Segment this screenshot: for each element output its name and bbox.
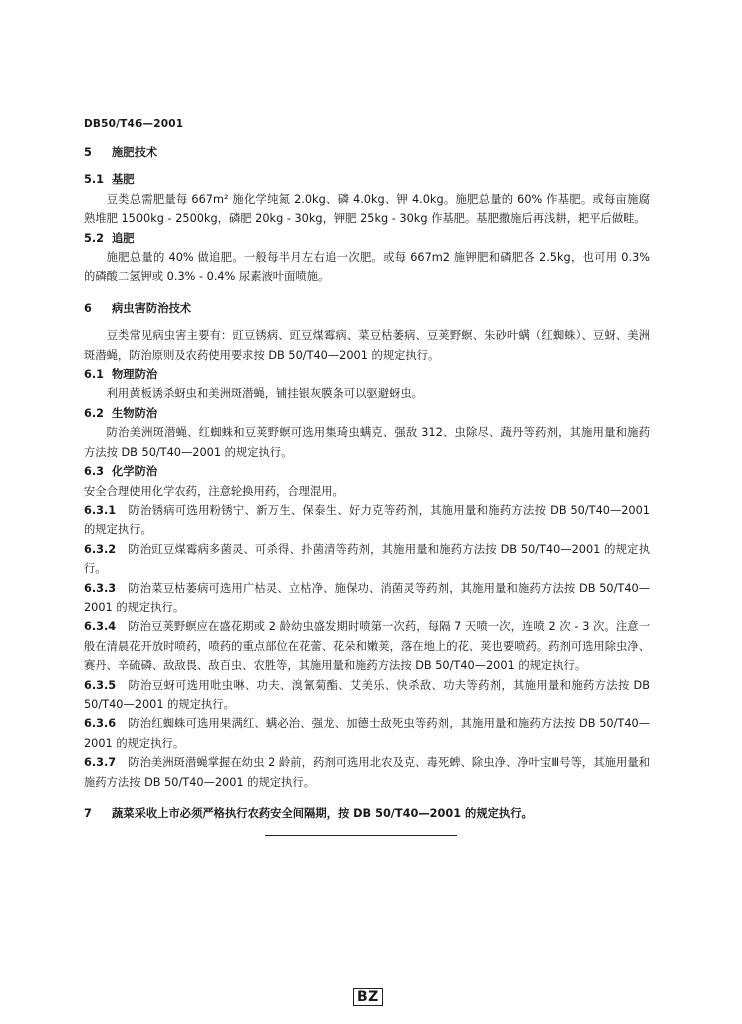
clause-6-3-6 bbox=[84, 714, 650, 753]
section-number: 6.3 bbox=[84, 465, 105, 479]
section-title: 病虫害防治技术 bbox=[112, 301, 192, 315]
section-title: 化学防治 bbox=[112, 465, 158, 479]
clause-text: 防治红蜘蛛可选用果满红、螨必治、强龙、加德士敌死虫等药剂，其施用量和施药方法按 DB 50/T40—2001 的规定执行。 bbox=[84, 717, 650, 750]
clause-6-3-4 bbox=[84, 617, 650, 675]
clause-number: 6.3.7 bbox=[84, 756, 117, 770]
clause-text: 防治美洲斑潜蝇掌握在幼虫 2 龄前，药剂可选用北农及克、毒死蜱、除虫净、净叶宝Ⅲ号等，其施用量和施药方法按 DB 50/T40—2001 的规定执行。 bbox=[84, 756, 650, 789]
section-5-1-heading bbox=[84, 170, 650, 189]
section-6-3-heading bbox=[84, 462, 650, 481]
section-number: 5.1 bbox=[84, 173, 105, 187]
section-number: 5 bbox=[84, 146, 92, 159]
section-5-heading bbox=[84, 143, 650, 162]
clause-text: 防治豇豆煤霉病多菌灵、可杀得、扑菌清等药剂，其施用量和施药方法按 DB 50/T40—2001 的规定执行。 bbox=[84, 542, 650, 576]
clause-text: 防治豆荚野螟应在盛花期或 2 龄幼虫盛发期时喷第一次药，每隔 7 天喷一次，连喷 2 次 - 3 次。注意一般在清晨花开放时喷药，喷药的重点部位在花蕾、花朵和嫩荚，落在地上的花、荚也要喷药。药剂可选用除虫净、赛丹、辛硫磷、敌敌畏、敌百虫、农胜等，其施用量和施药方法按 DB 50/T40—2001 的规定执行。 bbox=[84, 620, 650, 673]
section-text: 蔬菜采收上市必须严格执行农药安全间隔期，按 DB 50/T40—2001 的规定执行。 bbox=[112, 807, 533, 820]
section-title: 物理防治 bbox=[112, 368, 158, 382]
clause-text: 防治豆蚜可选用吡虫啉、功夫、溴氰菊酯、艾美乐、快杀敌、功夫等药剂，其施用量和施药方法按 DB 50/T40—2001 的规定执行。 bbox=[84, 678, 650, 711]
section-number: 6.2 bbox=[84, 406, 105, 420]
clause-number: 6.3.6 bbox=[84, 717, 117, 731]
clause-text: 防治锈病可选用粉锈宁、新万生、保泰生、好力克等药剂，其施用量和施药方法按 DB 50/T40—2001 的规定执行。 bbox=[84, 503, 650, 537]
clause-6-3-1 bbox=[84, 501, 650, 540]
clause-6-3-3 bbox=[84, 579, 650, 618]
section-6-2-heading bbox=[84, 404, 650, 423]
section-title: 基肥 bbox=[112, 173, 135, 187]
clause-number: 6.3.1 bbox=[84, 503, 117, 517]
section-number: 5.2 bbox=[84, 231, 105, 245]
section-6-1-heading bbox=[84, 365, 650, 384]
clause-6-3-5 bbox=[84, 676, 650, 715]
paragraph: 豆类总需肥量每 667m² 施化学纯氮 2.0kg、磷 4.0kg、钾 4.0kg。施肥总量的 60% 作基肥。或每亩施腐熟堆肥 1500kg - 2500kg，磷肥 20kg - 30kg，钾肥 25kg - 30kg 作基肥。基肥撒施后再浅耕，耙平后做畦。 bbox=[84, 192, 650, 226]
document-id: DB50/T46—2001 bbox=[84, 118, 184, 130]
section-number: 6.1 bbox=[84, 368, 105, 382]
clause-number: 6.3.5 bbox=[84, 678, 117, 692]
end-rule bbox=[265, 835, 457, 836]
clause-6-3-7 bbox=[84, 753, 650, 792]
clause-text: 防治菜豆枯萎病可选用广枯灵、立枯净、施保功、消菌灵等药剂，其施用量和施药方法按 DB 50/T40—2001 的规定执行。 bbox=[84, 581, 650, 614]
clause-number: 6.3.4 bbox=[84, 620, 117, 634]
section-5-2-heading bbox=[84, 229, 650, 248]
section-title: 施肥技术 bbox=[112, 146, 158, 159]
section-number: 6 bbox=[84, 301, 92, 315]
document-body bbox=[84, 140, 650, 823]
paragraph: 利用黄板诱杀蚜虫和美洲斑潜蝇，铺挂银灰膜条可以驱避蚜虫。 bbox=[106, 387, 423, 401]
clause-6-3-2 bbox=[84, 540, 650, 579]
paragraph: 安全合理使用化学农药，注意轮换用药，合理混用。 bbox=[84, 484, 344, 498]
publisher-logo: BZ bbox=[353, 988, 383, 1006]
paragraph: 防治美洲斑潜蝇、红蜘蛛和豆荚野螟可选用集琦虫螨克、强敌 312、虫除尽、蔬丹等药剂，其施用量和施药方法按 DB 50/T40—2001 的规定执行。 bbox=[84, 426, 650, 459]
section-7 bbox=[84, 804, 650, 823]
section-title: 生物防治 bbox=[112, 406, 158, 420]
clause-number: 6.3.2 bbox=[84, 542, 117, 556]
clause-number: 6.3.3 bbox=[84, 581, 117, 595]
section-title: 追肥 bbox=[112, 231, 135, 245]
section-number: 7 bbox=[84, 807, 92, 820]
paragraph: 豆类常见病虫害主要有：豇豆锈病、豇豆煤霉病、菜豆枯萎病、豆荚野螟、朱砂叶螨（红蜘蛛）、豆蚜、美洲斑潜蝇，防治原则及农药使用要求按 DB 50/T40—2001 的规定执行。 bbox=[84, 329, 650, 362]
paragraph: 施肥总量的 40% 做追肥。一般每半月左右追一次肥。或每 667m2 施钾肥和磷肥各 2.5kg，也可用 0.3% 的磷酸二氢钾或 0.3% - 0.4% 尿素液叶面喷施。 bbox=[84, 251, 650, 284]
section-6-heading bbox=[84, 299, 650, 318]
